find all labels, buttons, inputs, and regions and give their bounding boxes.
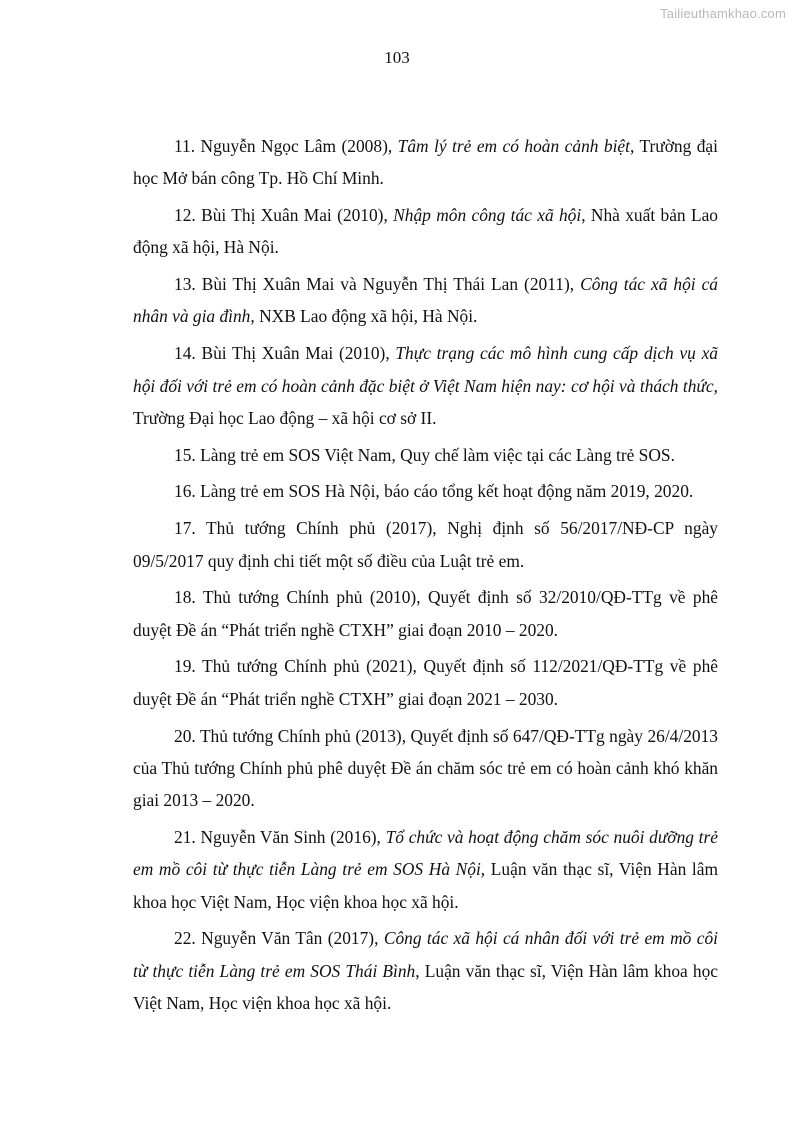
reference-item (133, 720, 718, 817)
reference-lead-text: Nguyễn Văn Sinh (2016), (200, 826, 386, 847)
reference-lead-text: Thủ tướng Chính phủ (2013), Quyết định số 647/QĐ-TTg ngày 26/4/2013 của Thủ tướng Chính phủ phê duyệt Đề án chăm sóc trẻ em có hoàn cảnh khó khăn giai 2013 – 2020. (133, 725, 718, 811)
reference-title: Thực trạng các mô hình cung cấp dịch vụ xã hội đối với trẻ em có hoàn cảnh đặc biệt ở Việt Nam hiện nay: cơ hội và thách thức, (133, 343, 719, 396)
reference-item (133, 650, 718, 715)
reference-number: 17. (174, 518, 196, 539)
reference-number: 15. (174, 444, 196, 465)
reference-number: 11. (174, 136, 196, 156)
reference-trailing-text: , Trường đại học Mở bán công Tp. Hồ Chí Minh. (133, 136, 718, 189)
reference-number: 19. (174, 656, 196, 677)
reference-item (133, 337, 718, 434)
page-number: 103 (384, 48, 410, 67)
reference-item (133, 199, 718, 264)
watermark: Tailieuthamkhao.com (660, 6, 786, 21)
reference-number: 20. (174, 725, 196, 746)
reference-title: Tâm lý trẻ em có hoàn cảnh biệt (397, 136, 630, 156)
reference-title: Nhập môn công tác xã hội (393, 205, 582, 226)
reference-item (133, 439, 718, 471)
reference-number: 22. (174, 928, 196, 949)
reference-number: 21. (174, 826, 196, 847)
reference-lead-text: Bùi Thị Xuân Mai (2010), (201, 205, 394, 226)
reference-title: Tổ chức và hoạt động chăm sóc nuôi dưỡng trẻ em mồ côi từ thực tiễn Làng trẻ em SOS Hà Nội, (133, 826, 719, 880)
reference-item (133, 130, 718, 195)
reference-trailing-text: Trường Đại học Lao động – xã hội cơ sở II. (133, 407, 437, 428)
reference-lead-text: Thủ tướng Chính phủ (2010), Quyết định số 32/2010/QĐ-TTg về phê duyệt Đề án “Phát triển nghề CTXH” giai đoạn 2010 – 2020. (133, 587, 718, 640)
reference-trailing-text: NXB Lao động xã hội, Hà Nội. (254, 306, 478, 327)
reference-trailing-text: Luận văn thạc sĩ, Viện Hàn lâm khoa học Việt Nam, Học viện khoa học xã hội. (133, 859, 718, 912)
reference-number: 18. (174, 587, 196, 608)
reference-lead-text: Làng trẻ em SOS Việt Nam, Quy chế làm việc tại các Làng trẻ SOS. (200, 444, 675, 465)
reference-lead-text: Bùi Thị Xuân Mai và Nguyễn Thị Thái Lan (2011), (201, 274, 581, 295)
reference-number: 13. (174, 274, 196, 295)
reference-number: 16. (174, 481, 196, 502)
reference-lead-text: Nguyễn Ngọc Lâm (2008), (200, 136, 398, 156)
reference-lead-text: Làng trẻ em SOS Hà Nội, báo cáo tổng kết hoạt động năm 2019, 2020. (200, 481, 694, 502)
reference-number: 14. (174, 343, 196, 364)
reference-title: Công tác xã hội cá nhân đối với trẻ em mồ côi từ thực tiễn Làng trẻ em SOS Thái Bình (133, 928, 718, 981)
reference-item (133, 922, 718, 1019)
reference-lead-text: Thủ tướng Chính phủ (2017), Nghị định số 56/2017/NĐ-CP ngày 09/5/2017 quy định chi tiết một số điều của Luật trẻ em. (133, 518, 718, 571)
reference-trailing-text: , Luận văn thạc sĩ, Viện Hàn lâm khoa học Việt Nam, Học viện khoa học xã hội. (133, 960, 719, 1013)
reference-number: 12. (174, 205, 196, 226)
reference-lead-text: Bùi Thị Xuân Mai (2010), (201, 343, 396, 364)
reference-item (133, 821, 718, 918)
reference-item (133, 475, 718, 507)
reference-item (133, 512, 718, 577)
reference-lead-text: Nguyễn Văn Tân (2017), (201, 928, 384, 949)
reference-list (133, 130, 718, 1024)
reference-item (133, 268, 718, 333)
reference-trailing-text: , Nhà xuất bản Lao động xã hội, Hà Nội. (133, 205, 718, 258)
reference-item (133, 581, 718, 646)
reference-title: Công tác xã hội cá nhân và gia đình, (133, 274, 718, 327)
reference-lead-text: Thủ tướng Chính phủ (2021), Quyết định số 112/2021/QĐ-TTg về phê duyệt Đề án “Phát triển nghề CTXH” giai đoạn 2021 – 2030. (133, 656, 718, 709)
